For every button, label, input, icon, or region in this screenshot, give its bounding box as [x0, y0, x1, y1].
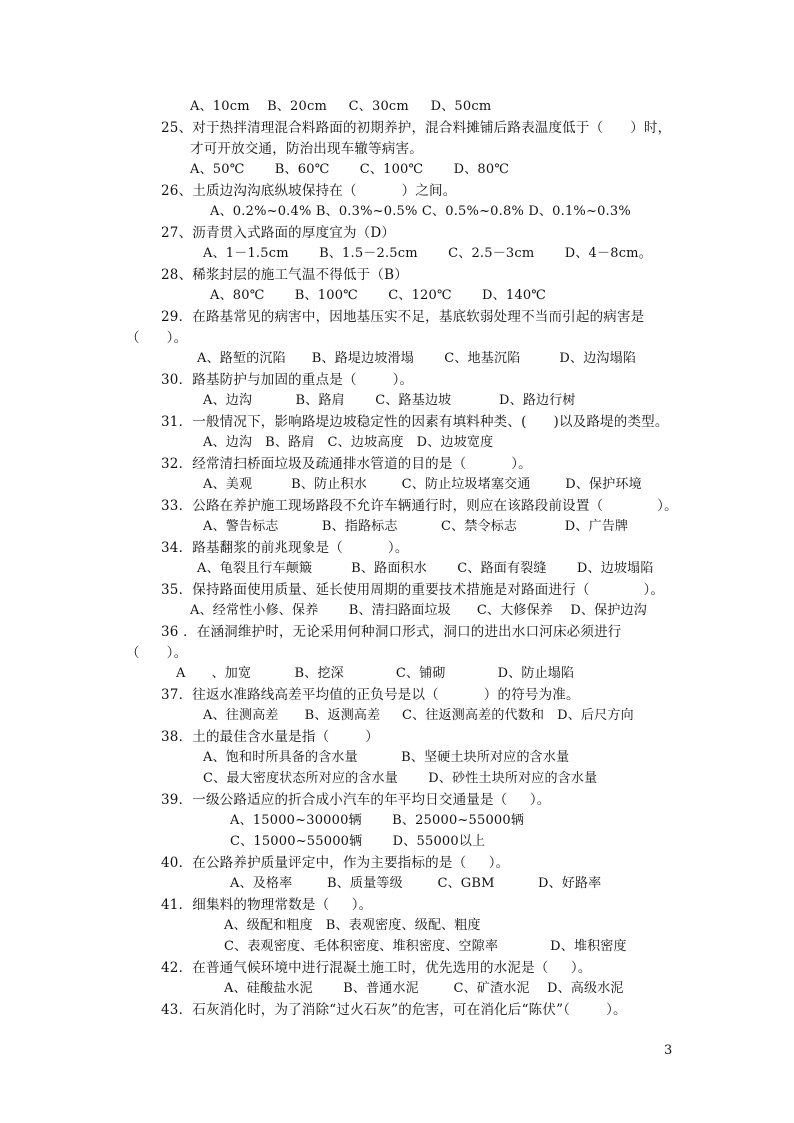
q28-options: A、80℃ B、100℃ C、120℃ D、140℃: [210, 288, 547, 303]
q38-text: 38．土的最佳含水量是指（ ）: [161, 729, 379, 745]
q36-text-cont: （ ）。: [126, 645, 188, 661]
q37-options: A、往测高差 B、返测高差 C、往返测高差的代数和 D、后尺方向: [203, 708, 634, 723]
q32-options: A、美观 B、防止积水 C、防止垃圾堵塞交通 D、保护环境: [203, 477, 642, 492]
q41-text: 41．细集料的物理常数是（ ）。: [161, 897, 373, 913]
q28-text: 28、稀浆封层的施工气温不得低于（B）: [161, 267, 408, 283]
q30-options: A、边沟 B、路肩 C、路基边坡 D、路边行树: [203, 393, 576, 408]
q26-options: A、0.2%~0.4% B、0.3%~0.5% C、0.5%~0.8% D、0.1%~0.3%: [210, 204, 631, 219]
q36-text: 36 ．在涵洞维护时，无论采用何种洞口形式，洞口的进出水口河床必须进行: [161, 624, 622, 640]
q25-options: A、50℃ B、60℃ C、100℃ D、80℃: [190, 162, 510, 177]
q31-options: A、边沟 B、路肩 C、边坡高度 D、边坡宽度: [203, 435, 494, 450]
q27-options: A、1－1.5cm B、1.5－2.5cm C、2.5－3cm D、4－8cm。: [203, 246, 652, 261]
q29-options: A、路堑的沉陷 B、路堤边坡滑塌 C、地基沉陷 D、边沟塌陷: [197, 351, 637, 366]
q40-options: A、及格率 B、质量等级 C、GBM D、好路率: [230, 876, 602, 891]
q38-options-cd: C、最大密度状态所对应的含水量 D、砂性土块所对应的含水量: [203, 771, 598, 786]
q31-text: 31．一般情况下，影响路堤边坡稳定性的因素有填料种类、( )以及路堤的类型。: [161, 414, 669, 430]
q34-options: A、龟裂且行车颠簸 B、路面积水 C、路面有裂缝 D、边坡塌陷: [197, 561, 654, 576]
q38-options-ab: A、饱和时所具备的含水量 B、坚硬土块所对应的含水量: [203, 750, 570, 765]
q26-text: 26、土质边沟沟底纵坡保持在（ ）之间。: [161, 183, 457, 199]
q33-options: A、警告标志 B、指路标志 C、禁令标志 D、广告牌: [203, 519, 629, 534]
q37-text: 37．往返水准路线高差平均值的正负号是以（ ）的符号为准。: [161, 687, 580, 703]
q43-text: 43．石灰消化时，为了消除“过火石灰”的危害，可在消化后“陈伏”（ ）。: [161, 1002, 627, 1018]
page-number: 3: [664, 1043, 673, 1058]
q40-text: 40．在公路养护质量评定中，作为主要指标的是（ ）。: [161, 855, 510, 871]
q36-options: A 、加宽 B、挖深 C、铺砌 D、防止塌陷: [176, 666, 575, 681]
q35-text: 35．保持路面使用质量、延长使用周期的重要技术措施是对路面进行（ ）。: [161, 582, 665, 598]
q32-text: 32．经常清扫桥面垃圾及疏通排水管道的目的是（ ）。: [161, 456, 532, 472]
q41-options-ab: A、级配和粗度 B、表观密度、级配、粗度: [224, 918, 481, 933]
q30-text: 30．路基防护与加固的重点是（ ）。: [161, 372, 414, 388]
q42-options: A、硅酸盐水泥 B、普通水泥 C、矿渣水泥 D、高级水泥: [224, 981, 624, 996]
q39-text: 39．一级公路适应的折合成小汽车的年平均日交通量是（ ）。: [161, 792, 551, 808]
q41-options-cd: C、表观密度、毛体积密度、堆积密度、空隙率 D、堆积密度: [224, 939, 627, 954]
q33-text: 33．公路在养护施工现场路段不允许车辆通行时，则应在该路段前设置（ ）。: [161, 498, 678, 514]
q29-text-cont: （ ）。: [126, 330, 188, 346]
q39-options-ab: A、15000~30000辆 B、25000~55000辆: [230, 813, 525, 828]
q42-text: 42．在普通气候环境中进行混凝土施工时，优先选用的水泥是（ ）。: [161, 960, 592, 976]
q29-text: 29．在路基常见的病害中，因地基压实不足，基底软弱处理不当而引起的病害是: [161, 309, 645, 325]
q25-text: 25、对于热拌清理混合料路面的初期养护，混合料摊铺后路表温度低于（ ）时，: [161, 120, 672, 136]
q34-text: 34．路基翻浆的前兆现象是（ ）。: [161, 540, 409, 556]
q24-options: A、10cm B、20cm C、30cm D、50cm: [190, 99, 492, 114]
q39-options-cd: C、15000~55000辆 D、55000以上: [230, 834, 486, 849]
q35-options: A、经常性小修、保养 B、清扫路面垃圾 C、大修保养 D、保护边沟: [190, 603, 647, 618]
q27-text: 27、沥青贯入式路面的厚度宜为（D）: [161, 225, 396, 241]
q25-text-cont: 才可开放交通，防治出现车辙等病害。: [190, 141, 423, 157]
